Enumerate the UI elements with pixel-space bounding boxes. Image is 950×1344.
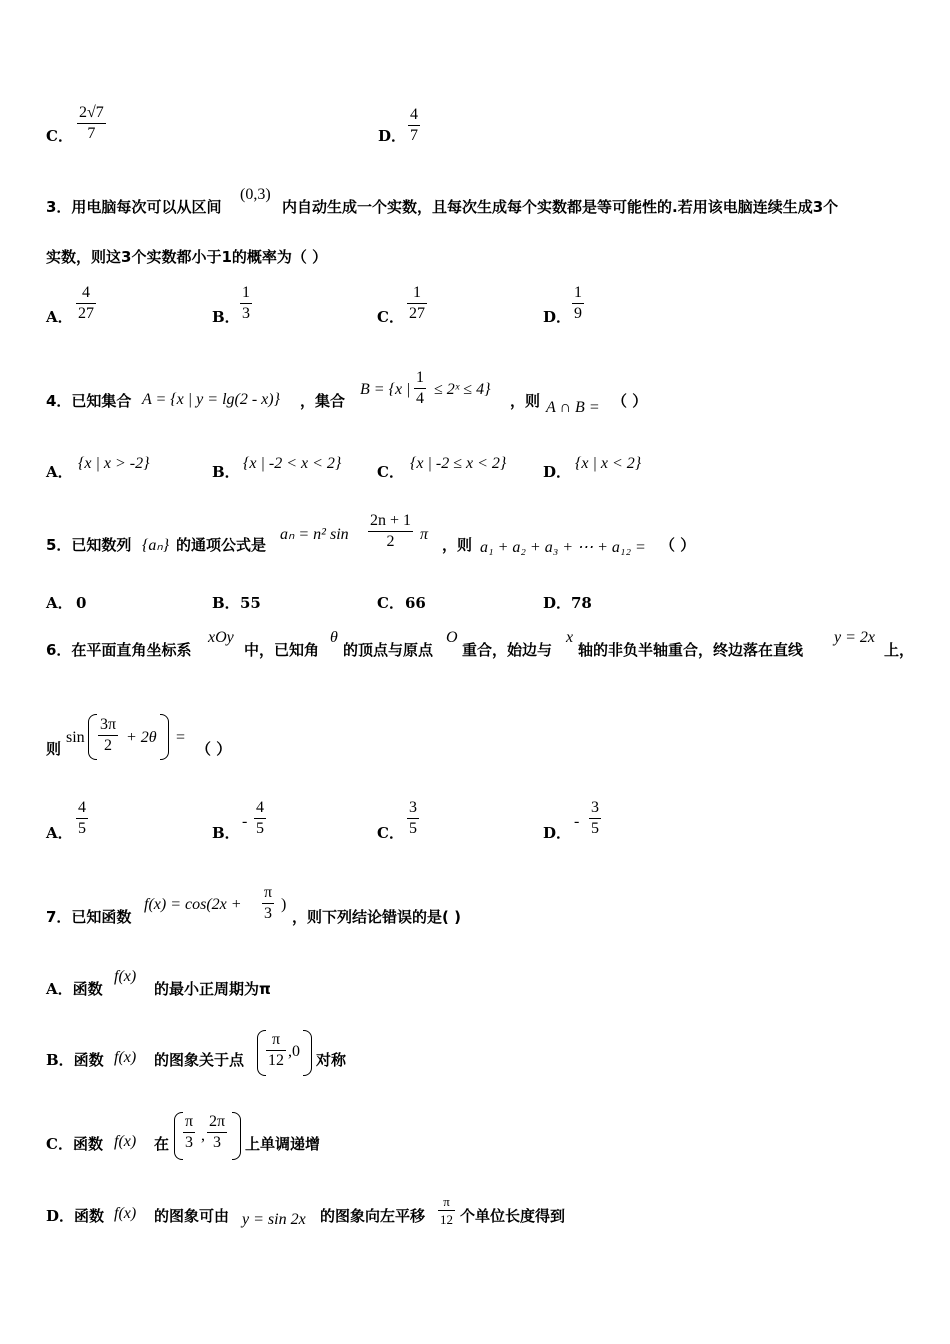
q3-text-line2: 实数，则这3个实数都小于1的概率为（ ） <box>46 248 328 266</box>
q4-text-then: ，则 <box>510 392 541 410</box>
q6-option-b-sign: - <box>242 813 248 830</box>
q6-equals: = <box>176 729 186 746</box>
q5-formula-pi: π <box>420 526 429 543</box>
q6-option-c-label: C． <box>377 824 404 842</box>
q7-option-c-label: C．函数 <box>46 1135 103 1153</box>
q6-prefix: 6．在平面直角坐标系 <box>46 641 192 659</box>
q4-set-b-fraction: 1 4 <box>416 369 424 407</box>
q6-option-c-fraction: 3 5 <box>409 799 417 837</box>
q6-option-b-fraction: 4 5 <box>256 799 264 837</box>
q6-text-2: 的顶点与原点 <box>343 641 434 659</box>
q3-option-d-fraction: 1 9 <box>574 284 582 322</box>
q5-sum: a₁ + a₂ + a₃ + ⋯ + a₁₂ = <box>480 539 646 556</box>
q7-option-a-text: 的最小正周期为π <box>154 980 271 998</box>
q4-answer-paren: （ ） <box>612 392 648 410</box>
q7-option-d-text: 的图象可由 <box>154 1207 230 1225</box>
q2-option-c-label: C． <box>46 127 73 145</box>
q4-option-b-label: B． <box>212 463 240 481</box>
q4-text-set: ，集合 <box>300 392 346 410</box>
q3-option-b-label: B． <box>212 308 240 326</box>
q4-option-a-text: {x | x > -2} <box>78 455 150 472</box>
q3-option-d-label: D． <box>543 308 572 326</box>
q3-prefix: 3．用电脑每次可以从区间 <box>46 198 222 216</box>
q4-option-c-label: C． <box>377 463 404 481</box>
q6-option-d-label: D． <box>543 824 572 842</box>
q2-option-d-fraction: 4 7 <box>410 106 418 144</box>
q7-c-right-paren <box>232 1112 241 1160</box>
q6-sin: sin <box>66 729 85 746</box>
q5-text: 的通项公式是 <box>176 536 267 554</box>
q5-option-c-text: 66 <box>405 594 426 612</box>
q6-line2-prefix: 则 <box>46 740 62 758</box>
q6-text-5: 上， <box>884 641 915 659</box>
q5-text-then: ，则 <box>442 536 473 554</box>
q7-option-c-func: f(x) <box>114 1133 137 1150</box>
q6-option-b-label: B． <box>212 824 240 842</box>
q4-prefix: 4．已知集合 <box>46 392 132 410</box>
q3-text: 内自动生成一个实数，且每次生成每个实数都是等可能性的.若用该电脑连续生成3个 <box>282 198 839 216</box>
q5-prefix: 5．已知数列 <box>46 536 132 554</box>
q3-option-b-fraction: 1 3 <box>242 284 250 322</box>
q4-option-d-text: {x | x < 2} <box>575 455 642 472</box>
q7-function-close: ) <box>281 896 287 913</box>
q5-option-a-text: 0 <box>76 594 87 612</box>
q7-option-d-label: D．函数 <box>46 1207 105 1225</box>
q5-formula-pre: aₙ = n² sin <box>280 526 349 543</box>
q3-option-c-label: C． <box>377 308 404 326</box>
q7-option-d-text-2: 的图象向左平移 <box>320 1207 426 1225</box>
q7-option-c-comma: , <box>201 1127 205 1144</box>
q4-option-c-text: {x | -2 ≤ x < 2} <box>410 455 507 472</box>
q7-option-b-func: f(x) <box>114 1049 137 1066</box>
q7-function-fraction: π 3 <box>264 884 273 922</box>
q7-option-d-func: f(x) <box>114 1205 137 1222</box>
q6-line-equation: y = 2x <box>834 629 875 646</box>
q7-option-c-fraction-1: π 3 <box>185 1113 194 1151</box>
q7-option-b-text: 的图象关于点 <box>154 1051 245 1069</box>
q7-prefix: 7．已知函数 <box>46 908 132 926</box>
q5-formula-fraction: 2n + 1 2 <box>370 512 412 550</box>
q2-option-c-fraction: 2√7 7 <box>79 104 104 142</box>
q6-right-paren <box>160 714 169 760</box>
q4-option-a-label: A． <box>46 463 73 481</box>
q6-plus-2theta: + 2θ <box>126 729 157 746</box>
q5-option-b-text: 55 <box>240 594 261 612</box>
q6-option-d-fraction: 3 5 <box>591 799 599 837</box>
q3-option-a-label: A． <box>46 308 73 326</box>
q3-option-c-fraction: 1 27 <box>409 284 425 322</box>
q7-function: f(x) = cos(2x + <box>144 896 242 913</box>
q7-option-b-value: ,0 <box>288 1043 300 1060</box>
q4-option-d-label: D． <box>543 463 572 481</box>
q7-option-c-tail: 上单调递增 <box>245 1135 321 1153</box>
q4-set-a: A = {x | y = lg(2 - x)} <box>142 391 281 408</box>
q7-option-d-expr: y = sin 2x <box>242 1211 306 1228</box>
q2-option-d-label: D． <box>378 127 407 145</box>
q7-option-d-tail: 个单位长度得到 <box>460 1207 566 1225</box>
q7-option-a-func: f(x) <box>114 968 137 985</box>
q7-c-left-paren <box>174 1112 183 1160</box>
q6-text-1: 中，已知角 <box>244 641 320 659</box>
q4-expression: A ∩ B = <box>546 399 600 416</box>
q4-set-b-pre: B = {x | <box>360 381 411 398</box>
q7-option-b-fraction: π 12 <box>268 1031 284 1069</box>
q6-left-paren <box>88 714 97 760</box>
q7-text: ，则下列结论错误的是( ) <box>292 908 461 926</box>
q6-text-4: 轴的非负半轴重合，终边落在直线 <box>578 641 804 659</box>
q5-option-c-label: C． <box>377 594 404 612</box>
q7-option-c-fraction-2: 2π 3 <box>209 1113 226 1151</box>
q6-answer-paren: （ ） <box>196 740 232 758</box>
q4-set-b-post: ≤ 2ˣ ≤ 4} <box>434 381 491 398</box>
q7-option-d-fraction: π 12 <box>440 1194 453 1227</box>
q6-option-d-sign: - <box>574 813 580 830</box>
q5-option-d-text: 78 <box>571 594 592 612</box>
q5-sequence: {aₙ} <box>142 537 170 554</box>
q5-option-b-label: B． <box>212 594 240 612</box>
q5-answer-paren: （ ） <box>660 536 696 554</box>
q6-option-a-label: A． <box>46 824 73 842</box>
q7-option-b-tail: 对称 <box>316 1051 347 1069</box>
q7-option-a-label: A．函数 <box>46 980 103 998</box>
q6-x: x <box>566 629 574 646</box>
q7-option-b-label: B．函数 <box>46 1051 104 1069</box>
q5-option-a-label: A． <box>46 594 73 612</box>
q6-text-3: 重合，始边与 <box>462 641 553 659</box>
q7-b-right-paren <box>303 1030 312 1076</box>
q6-origin: O <box>446 629 458 646</box>
q6-coordinate-system: xOy <box>208 629 234 646</box>
q5-option-d-label: D． <box>543 594 572 612</box>
q3-option-a-fraction: 4 27 <box>78 284 94 322</box>
q7-b-left-paren <box>257 1030 266 1076</box>
q4-option-b-text: {x | -2 < x < 2} <box>243 455 342 472</box>
q3-interval: (0,3) <box>240 186 271 203</box>
q6-fraction: 3π 2 <box>100 716 117 754</box>
q7-option-c-text: 在 <box>154 1135 170 1153</box>
q6-theta: θ <box>330 629 338 646</box>
q6-option-a-fraction: 4 5 <box>78 799 86 837</box>
